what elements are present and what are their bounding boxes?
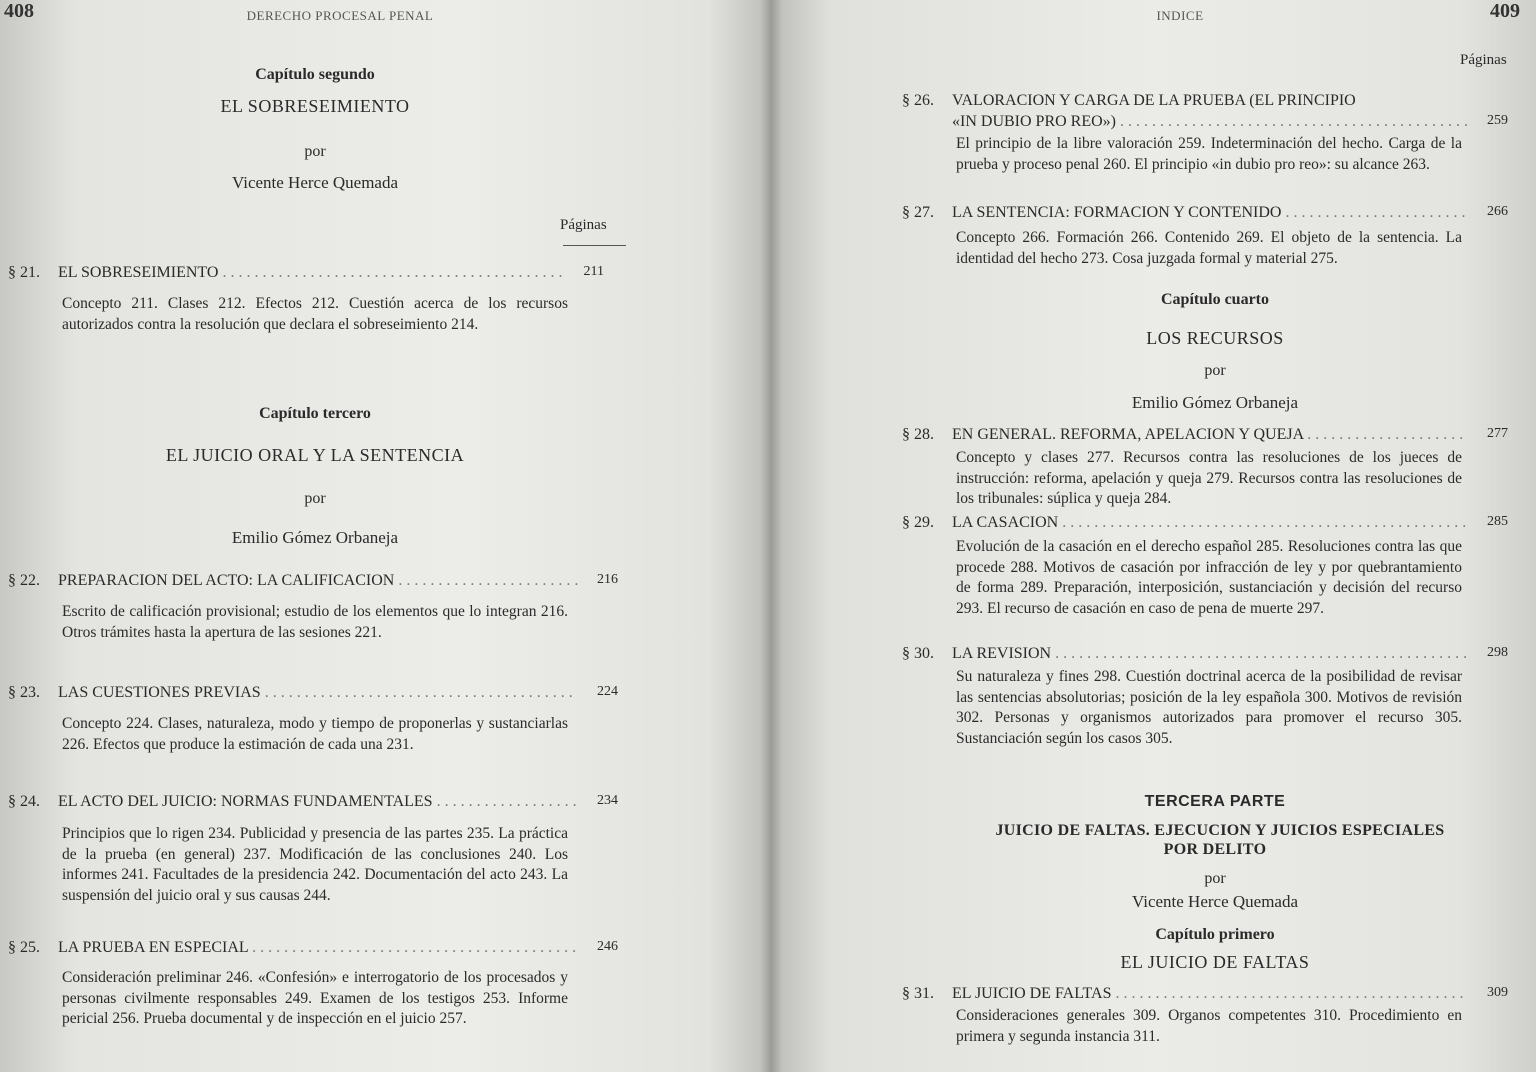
chapter3-title: EL JUICIO ORAL Y LA SENTENCIA <box>165 445 465 465</box>
right-page-number: 409 <box>1490 0 1520 22</box>
section-description: Escrito de calificación provisional; estudio de los elementos que lo integran 216. Otros trámites hasta la apertura de las sesiones 221. <box>62 603 568 641</box>
book-spine <box>760 0 782 1072</box>
section-page: 277 <box>1487 426 1508 441</box>
chapter2-title: EL SOBRESEIMIENTO <box>220 96 410 116</box>
toc-entry-23 <box>8 684 618 702</box>
part3-title: TERCERA PARTE <box>1144 793 1286 810</box>
toc-entry-30 <box>902 645 1508 663</box>
section-number: § 29. <box>902 514 934 531</box>
section-number: § 25. <box>8 939 40 956</box>
section-page: 298 <box>1487 645 1508 660</box>
section-title: LAS CUESTIONES PREVIAS . . . <box>58 684 578 702</box>
section-description: Consideraciones generales 309. Organos competentes 310. Procedimiento en primera y segunda instancia 311. <box>956 1007 1462 1045</box>
chapter2-author: Vicente Herce Quemada <box>231 173 399 192</box>
chapter4-author: Emilio Gómez Orbaneja <box>1131 393 1299 412</box>
right-page <box>770 0 1536 1072</box>
toc-entry-25 <box>8 939 618 957</box>
section-page: 266 <box>1487 204 1508 219</box>
section-page: 216 <box>597 572 618 587</box>
section-number: § 21. <box>8 264 40 281</box>
section-description: Concepto y clases 277. Recursos contra las resoluciones de los jueces de instrucción: reforma, apelación y queja 279. Recursos contra las resoluciones de los tribunales: súplica y queja 284. <box>956 449 1462 507</box>
part3-subtitle-line2: POR DELITO <box>1163 841 1267 858</box>
chapter3-by: por <box>304 490 326 507</box>
paginas-rule <box>563 245 626 246</box>
section-number: § 30. <box>902 645 934 662</box>
chapter1-label: Capítulo primero <box>1155 926 1275 943</box>
toc-entry-line <box>8 264 604 282</box>
section-page: 211 <box>583 264 604 279</box>
part3-by: por <box>1204 870 1226 887</box>
section-page: 309 <box>1487 985 1508 1000</box>
section-title: LA SENTENCIA: FORMACION Y CONTENIDO . . . <box>952 204 1468 222</box>
chapter4-by: por <box>1204 362 1226 379</box>
chapter4-label: Capítulo cuarto <box>1161 291 1269 308</box>
toc-entry-26 <box>902 92 1508 131</box>
chapter3-author: Emilio Gómez Orbaneja <box>231 528 399 547</box>
chapter1-title: EL JUICIO DE FALTAS <box>1120 952 1310 972</box>
section-description: Su naturaleza y fines 298. Cuestión doctrinal acerca de la posibilidad de revisar las sentencias absolutorias; posición de la ley española 300. Motivos de revisión 302. Personas y organismos autorizados para promover el recurso 305. Sustanciación según los casos 305. <box>956 668 1462 747</box>
paginas-label: Páginas <box>1460 52 1507 68</box>
left-running-head: DERECHO PROCESAL PENAL <box>246 8 434 23</box>
toc-entry-29 <box>902 514 1508 532</box>
section-number: § 22. <box>8 572 40 589</box>
section-number: § 26. <box>902 92 934 109</box>
chapter4-title: LOS RECURSOS <box>1146 328 1284 348</box>
toc-entry-24 <box>8 793 618 811</box>
section-title: LA REVISION . . . <box>952 645 1468 663</box>
right-running-head: INDICE <box>1156 8 1204 23</box>
section-title: EL ACTO DEL JUICIO: NORMAS FUNDAMENTALES . . . <box>58 793 578 811</box>
section-description: Principios que lo rigen 234. Publicidad y presencia de las partes 235. La práctica de la prueba (en general) 237. Modificación de las conclusiones 240. Los informes 241. Facultades de la presidencia 242. Documentación del acto 243. La suspensión del juicio oral y sus causas 244. <box>62 825 568 904</box>
toc-entry-28 <box>902 426 1508 444</box>
section-number: § 24. <box>8 793 40 810</box>
section-description: Evolución de la casación en el derecho español 285. Resoluciones contra las que procede 288. Motivos de casación por infracción de ley y por quebrantamiento de forma 289. Preparación, interposición, sustanciación y decisión del recurso 293. El recurso de casación en caso de pena de muerte 297. <box>956 538 1462 617</box>
part3-author: Vicente Herce Quemada <box>1131 892 1299 911</box>
section-description: Consideración preliminar 246. «Confesión» e interrogatorio de los procesados y personas civilmente responsables 249. Examen de los testigos 253. Informe pericial 256. Prueba documental y de inspección en el juicio 257. <box>62 969 568 1027</box>
chapter3-label: Capítulo tercero <box>259 405 371 422</box>
section-number: § 27. <box>902 204 934 221</box>
section-description: Concepto 266. Formación 266. Contenido 269. El objeto de la sentencia. La identidad del hecho 273. Cosa juzgada formal y material 275. <box>956 229 1462 267</box>
section-description: El principio de la libre valoración 259. Indeterminación del hecho. Carga de la prueba y proceso penal 260. El principio «in dubio pro reo»: su alcance 263. <box>956 135 1462 173</box>
toc-entry-22 <box>8 572 618 590</box>
section-page: 246 <box>597 939 618 954</box>
section-page: 224 <box>597 684 618 699</box>
section-description: Concepto 224. Clases, naturaleza, modo y tiempo de proponerlas y sustanciarlas 226. Efectos que produce la estimación de cada una 231. <box>62 715 568 753</box>
section-title: EN GENERAL. REFORMA, APELACION Y QUEJA . . . <box>952 426 1468 444</box>
section-title: VALORACION Y CARGA DE LA PRUEBA (EL PRINCIPIO <box>952 92 1356 109</box>
section-number: § 28. <box>902 426 934 443</box>
section-title: EL JUICIO DE FALTAS . . . <box>952 985 1468 1003</box>
section-page: 259 <box>1487 113 1508 128</box>
section-page: 234 <box>597 793 618 808</box>
section-title: LA PRUEBA EN ESPECIAL . . . <box>58 939 578 957</box>
section-title: LA CASACION . . . <box>952 514 1468 532</box>
toc-entry-21 <box>8 264 604 282</box>
section-title: EL SOBRESEIMIENTO . . . <box>58 264 564 282</box>
section-number: § 31. <box>902 985 934 1002</box>
toc-entry-31 <box>902 985 1508 1003</box>
section-title: PREPARACION DEL ACTO: LA CALIFICACION . . . <box>58 572 578 590</box>
section-page: 285 <box>1487 514 1508 529</box>
section-title-cont: «IN DUBIO PRO REO») . . . <box>952 113 1468 131</box>
part3-subtitle-line1: JUICIO DE FALTAS. EJECUCION Y JUICIOS ESPECIALES <box>995 822 1445 839</box>
chapter2-by: por <box>304 143 326 160</box>
chapter2-label: Capítulo segundo <box>255 66 375 83</box>
paginas-label: Páginas <box>560 217 607 233</box>
left-page-number: 408 <box>4 0 34 22</box>
section-number: § 23. <box>8 684 40 701</box>
section-description: Concepto 211. Clases 212. Efectos 212. Cuestión acerca de los recursos autorizados contra la resolución que declara el sobreseimiento 214. <box>62 295 568 333</box>
toc-entry-27 <box>902 204 1508 222</box>
